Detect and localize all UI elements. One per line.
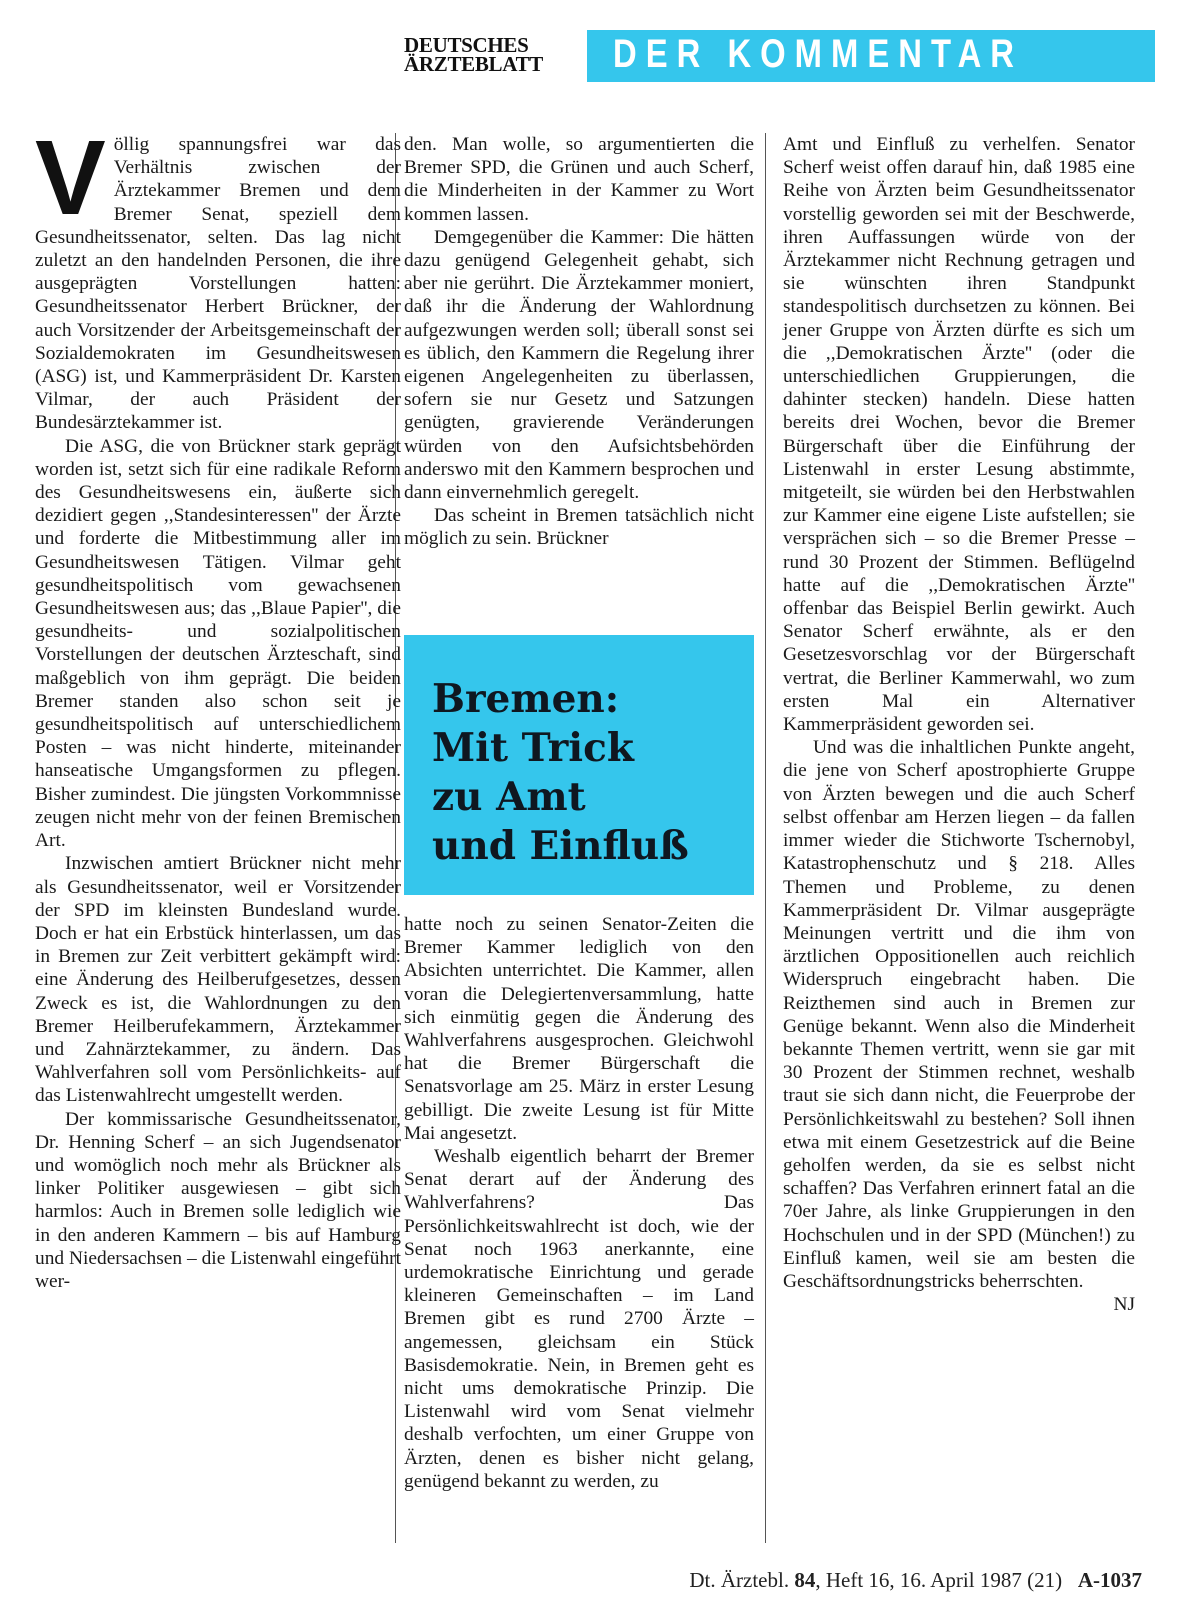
headline-box <box>404 635 754 895</box>
paragraph: Demgegenüber die Kammer: Die hätten dazu genügend Gelegenheit gehabt, sich aber nie gerührt. Die Ärztekammer moniert, daß ihr die Änderung der Wahlordnung aufgezwungen werden soll; überall sonst sei es üblich, den Kammern die Regelung ihrer eigenen Angelegenheiten zu überlassen, sofern sie nur Gesetz und Satzungen genügten, gravierende Veränderungen würden von den Aufsichtsbehörden anderswo mit den Kammern besprochen und dann einvernehmlich geregelt. <box>404 226 754 504</box>
brand-line-1: DEUTSCHES <box>404 33 529 57</box>
paragraph <box>35 119 401 435</box>
citation-details: , Heft 16, 16. April 1987 (21) <box>815 1568 1063 1592</box>
page-footer <box>689 1568 1142 1593</box>
paragraph: Weshalb eigentlich beharrt der Bremer Senat derart auf der Änderung des Wahlverfahrens? Das Persönlichkeitswahlrecht ist doch, wie der Senat noch 1963 anerkannte, eine urdemokratische Einrichtung und gerade kleineren Gemeinschaften – im Land Bremen gibt es rund 2700 Ärzte – angemessen, gleichsam ein Stück Basisdemokratie. Nein, in Bremen geht es nicht ums demokratische Prinzip. Die Listenwahl wird vom Senat vielmehr deshalb verfochten, um einer Gruppe von Ärzten, denen es bisher nicht gelang, genügend bekannt zu werden, zu <box>404 1146 754 1492</box>
headline-line: zu Amt <box>432 774 586 820</box>
section-title: DER KOMMENTAR <box>613 32 1024 76</box>
author-signature: NJ <box>1113 1294 1135 1316</box>
paragraph-text: öllig spannungsfrei war das Verhältnis zwischen der Ärztekammer Bremen und dem Bremer Senat, speziell dem Gesundheitssenator, selten. Das lag nicht zuletzt an den handelnden Personen, die ihre ausgeprägten Vorstellungen hatten: Gesundheitssenator Herbert Brückner, der auch Vorsitzender der Arbeitsgemeinschaft der Sozialdemokraten im Gesundheitswesen (ASG) ist, und Kammerpräsident Dr. Karsten Vilmar, der auch Präsident der Bundesärztekammer ist. <box>35 134 401 434</box>
paragraph <box>783 736 1135 1316</box>
journal-logo <box>404 33 579 76</box>
volume-number: 84 <box>794 1568 816 1592</box>
paragraph: Der kommissarische Gesundheitssenator, Dr. Henning Scherf – an sich Jugendsenator und womöglich noch mehr als Brückner als linker Politiker ausgewiesen – gibt sich harmlos: Auch in Bremen solle lediglich wie in den anderen Kammern – bis auf Hamburg und Niedersachsen – die Listenwahl eingeführt wer- <box>35 1108 401 1292</box>
column-rule-2 <box>765 133 766 1543</box>
paragraph: hatte noch zu seinen Senator-Zeiten die Bremer Kammer lediglich von den Absichten unterrichtet. Die Kammer, allen voran die Delegiertenversammlung, hatte sich einmütig gegen die Änderung des Wahlverfahrens ausgesprochen. Gleichwohl hat die Bremer Bürgerschaft die Senatsvorlage am 25. März in erster Lesung gebilligt. Die zweite Lesung ist für Mitte Mai angesetzt. <box>404 914 754 1144</box>
headline-line: und Einfluß <box>432 823 689 869</box>
drop-cap: V <box>35 119 106 237</box>
masthead <box>0 30 1178 82</box>
article-headline <box>432 675 689 871</box>
paragraph-text: Und was die inhaltlichen Punkte angeht, die jene von Scherf apostrophierte Gruppe von Ärzten bewegen und die auch Scherf selbst offenbar am Herzen liegen – da fallen immer wieder die Stichworte Tschernobyl, Katastrophenschutz und § 218. Alles Themen und Probleme, zu denen Kammerpräsident Dr. Vilmar ausgeprägte Meinungen vertritt und die ihm von ärztlichen Oppositionellen auch reichlich Widerspruch eingebracht haben. Die Reizthemen sind auch in Bremen zur Genüge bekannt. Wenn also die Minderheit bekannte Themen vertritt, wenn sie gar mit 30 Prozent der Stimmen rechnet, weshalb traut sie sich dann nicht, die Feuerprobe der Persönlichkeitswahl zu bestehen? Soll ihnen etwa mit einem Gesetzestrick auf die Beine geholfen werden, da sie es selbst nicht schaffen? Das Verfahren erinnert fatal an die 70er Jahre, als linke Gruppierungen in den Hochschulen und in der SPD (München!) zu Einfluß kamen, weil sie am besten die Geschäftsordnungstricks beherrschten. <box>783 737 1135 1292</box>
brand-line-2: ÄRZTEBLATT <box>404 52 543 76</box>
paragraph: Die ASG, die von Brückner stark geprägt worden ist, setzt sich für eine radikale Reform des Gesundheitswesens ein, äußerte sich dezidiert gegen ,,Standesinteressen'' der Ärzte und forderte die Mitbestimmung aller im Gesundheitswesen Tätigen. Vilmar geht gesundheitspolitisch vom gewachsenen Gesundheitswesen aus; das ,,Blaue Papier'', die gesundheits- und sozialpolitischen Vorstellungen der deutschen Ärzteschaft, sind maßgeblich von ihm geprägt. Die beiden Bremer standen also schon seit je gesundheitspolitisch auf unterschiedlichem Posten – was nicht hinderte, miteinander hanseatische Umgangsformen zu pflegen. Bisher zumindest. Die jüngsten Vorkommnisse zeugen nicht mehr von der feinen Bremischen Art. <box>35 435 401 852</box>
paragraph: den. Man wolle, so argumentierten die Bremer SPD, die Grünen und auch Scherf, die Minderheiten in der Kammer zu Wort kommen lassen. <box>404 134 754 225</box>
headline-line: Mit Trick <box>432 725 634 771</box>
article-column-2-bottom <box>404 913 754 1493</box>
paragraph: Das scheint in Bremen tatsächlich nicht möglich zu sein. Brückner <box>404 505 754 550</box>
article-column-2-top <box>404 133 754 551</box>
page-number: A-1037 <box>1077 1568 1142 1592</box>
article-column-3 <box>783 133 1135 1316</box>
article-column-1 <box>35 119 401 1293</box>
section-banner <box>587 30 1155 82</box>
citation-prefix: Dt. Ärztebl. <box>689 1568 790 1592</box>
paragraph: Inzwischen amtiert Brückner nicht mehr als Gesundheitssenator, weil er Vorsitzender der SPD im kleinsten Bundesland wurde. Doch er hat ein Erbstück hinterlassen, um das in Bremen zur Zeit verbittert gekämpft wird: eine Änderung des Heilberufgesetzes, dessen Zweck es ist, die Wahlordnungen zu den Bremer Heilberufekammern, Ärztekammer und Zahnärztekammer, zu ändern. Das Wahlverfahren soll vom Persönlichkeits- auf das Listenwahlrecht umgestellt werden. <box>35 853 401 1107</box>
paragraph: Amt und Einfluß zu verhelfen. Senator Scherf weist offen darauf hin, daß 1985 eine Reihe von Ärzten beim Gesundheitssenator vorstellig geworden sei mit der Beschwerde, ihren Auffassungen würde von der Ärztekammer nicht Rechnung getragen und sie wünschten ihren Standpunkt standespolitisch durchsetzen zu können. Bei jener Gruppe von Ärzten dürfte es sich um die ,,Demokratischen Ärzte'' (oder die unterschiedlichen Gruppierungen, die dahinter stecken) handeln. Diese hatten bereits drei Wochen, bevor die Bremer Bürgerschaft über die Einführung der Listenwahl in erster Lesung abstimmte, mitgeteilt, sie würden bei den Herbstwahlen zur Kammer eine eigene Liste aufstellen; sie versprächen sich – so die Bremer Presse – rund 30 Prozent der Stimmen. Beflügelnd hatte auf die ,,Demokratischen Ärzte'' offenbar das Beispiel Berlin gewirkt. Auch Senator Scherf erwähnte, als er den Gesetzesvorschlag vor der Bürgerschaft vertrat, die Berliner Kammerwahl, wo zum ersten Mal ein Alternativer Kammerpräsident geworden sei. <box>783 134 1135 736</box>
headline-line: Bremen: <box>432 676 620 722</box>
